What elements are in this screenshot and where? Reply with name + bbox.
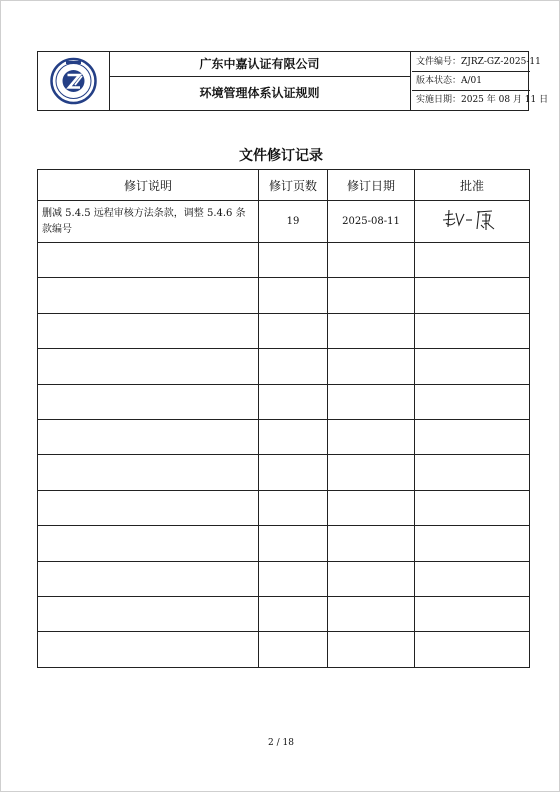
table-row (38, 561, 530, 596)
company-logo (38, 52, 110, 110)
table-row (38, 201, 530, 243)
table-row (38, 243, 530, 278)
table-row (38, 490, 530, 525)
column-header-description: 修订说明 (38, 170, 259, 201)
document-title: 环境管理体系认证规则 (109, 77, 411, 110)
table-row (38, 526, 530, 561)
revision-table (37, 169, 530, 668)
effective-date: 实施日期：2025 年 08 月 11 日 (416, 95, 549, 105)
table-header-row (38, 170, 530, 201)
table-row (38, 455, 530, 490)
table-row (38, 349, 530, 384)
revision-record-title: 文件修订记录 (239, 148, 323, 164)
column-header-pages: 修订页数 (259, 170, 328, 201)
table-row (38, 419, 530, 454)
company-name: 广东中嘉认证有限公司 (109, 52, 411, 77)
table-row (38, 313, 530, 348)
page-number: 2 / 18 (268, 738, 294, 748)
table-row (38, 632, 530, 667)
column-header-approval: 批准 (415, 170, 530, 201)
approval-signature (415, 201, 530, 243)
table-row (38, 278, 530, 313)
table-row (38, 384, 530, 419)
revision-description: 删减 5.4.5 远程审核方法条款，调整 5.4.6 条款编号 (38, 201, 259, 243)
document-number: 文件编号：ZJRZ-GZ-2025-11 (412, 52, 530, 72)
version-status: 版本状态：A/01 (412, 72, 530, 91)
revision-date: 2025-08-11 (328, 201, 415, 243)
document-header (37, 51, 549, 111)
table-row (38, 596, 530, 631)
revision-pages: 19 (259, 201, 328, 243)
column-header-date: 修订日期 (328, 170, 415, 201)
